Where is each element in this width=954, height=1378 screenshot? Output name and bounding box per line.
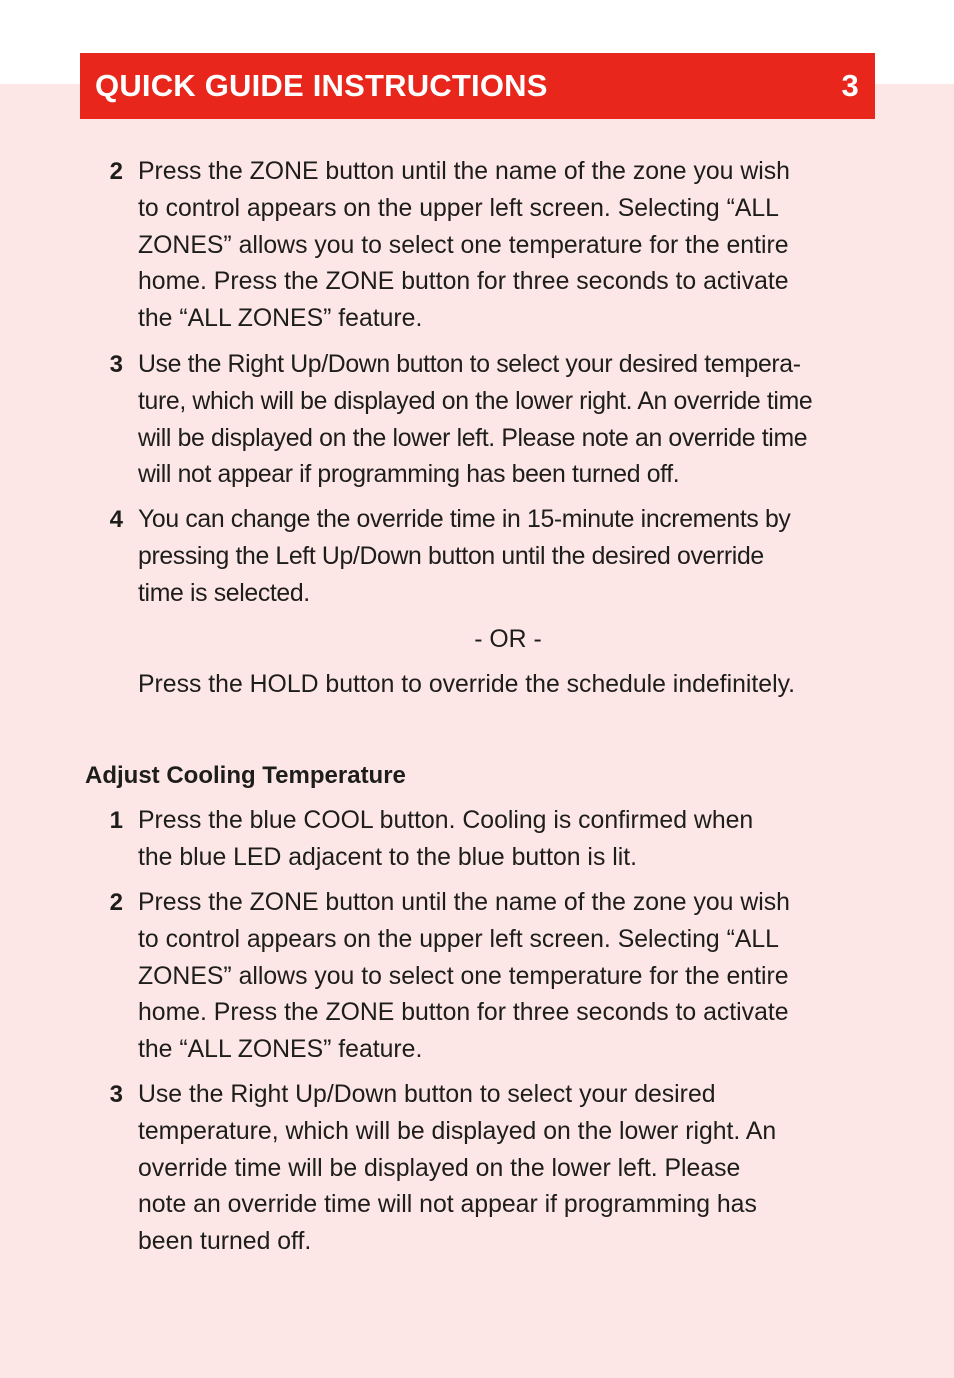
- or-separator: - OR -: [474, 626, 542, 653]
- step-number: 2: [109, 889, 123, 916]
- step-number: 3: [109, 1081, 123, 1108]
- page-number: 3: [841, 68, 859, 103]
- step-number: 2: [109, 158, 123, 185]
- step-number: 1: [109, 807, 123, 834]
- step-text: Press the ZONE button until the name of the zone you wish to control appears on the upper left screen. Selecting “ALL ZONES” allows you to select one temperature for the entire home. Press the ZONE button for three seconds to activate the “ALL ZONES” feature.: [138, 889, 790, 1064]
- cooling-section-heading: Adjust Cooling Temperature: [85, 762, 406, 789]
- step-text: Press the ZONE button until the name of the zone you wish to control appears on the upper left screen. Selecting “ALL ZONES” allows you to select one temperature for the entire home. Press the ZONE button for three seconds to activate the “ALL ZONES” feature.: [138, 158, 790, 333]
- step-text: Use the Right Up/Down button to select your desired tempera- ture, which will be displayed on the lower right. An override time will be displayed on the lower left. Please note an override time will not appear if programming has been turned off.: [138, 351, 813, 489]
- step-number: 4: [109, 506, 123, 533]
- step-text: Use the Right Up/Down button to select your desired temperature, which will be displayed on the lower right. An override time will be displayed on the lower left. Please note an override time will not appear if programming has been turned off.: [138, 1081, 777, 1256]
- page-title: QUICK GUIDE INSTRUCTIONS: [95, 68, 548, 103]
- hold-instruction: Press the HOLD button to override the schedule indefinitely.: [138, 671, 796, 698]
- section-header-bar: [80, 53, 875, 119]
- step-text: Press the blue COOL button. Cooling is confirmed when the blue LED adjacent to the blue button is lit.: [138, 807, 754, 871]
- step-text: You can change the override time in 15-minute increments by pressing the Left Up/Down button until the desired override time is selected.: [138, 506, 791, 607]
- step-number: 3: [109, 351, 123, 378]
